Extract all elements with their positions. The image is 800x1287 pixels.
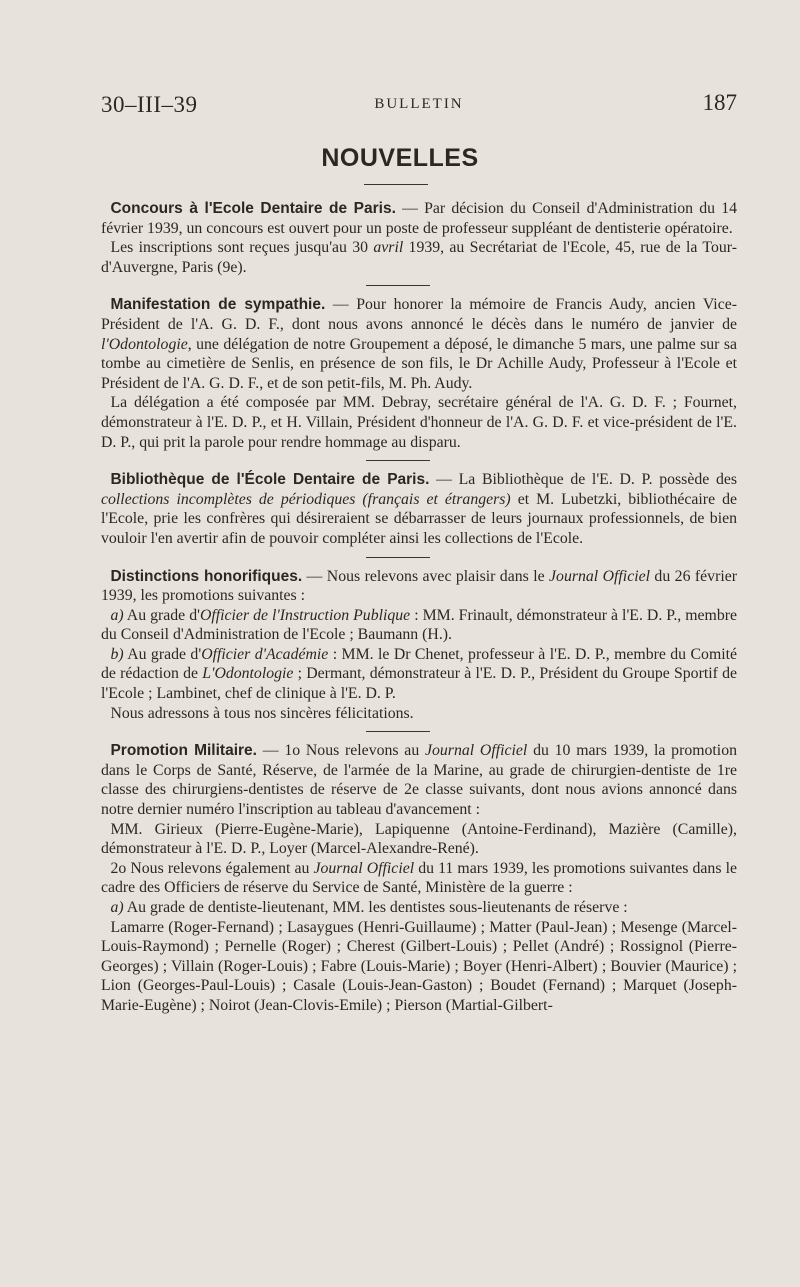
section-manifestation	[101, 295, 737, 452]
section-heading: Bibliothèque de l'École Dentaire de Paris.	[110, 471, 430, 489]
section-heading: Promotion Militaire.	[110, 742, 257, 760]
article-body	[101, 199, 737, 1016]
section-bibliotheque	[101, 470, 737, 548]
title-divider	[364, 184, 428, 185]
section-divider	[366, 285, 430, 286]
paragraph: Manifestation de sympathie. — Pour honorer la mémoire de Francis Audy, ancien Vice-Président de l'A. G. D. F., dont nous avons annoncé le décès dans le numéro de janvier de l'Odontologie, une délégation de notre Groupement a déposé, le dimanche 5 mars, une palme sur sa tombe au cimetière de Senlis, en présence de son fils, le Dr Achille Audy, Professeur à l'Ecole et Président de l'A. G. D. F., et de son petit-fils, M. Ph. Audy.	[101, 296, 737, 392]
section-divider	[366, 460, 430, 461]
paragraph: Promotion Militaire. — 1o Nous relevons au Journal Officiel du 10 mars 1939, la promotion dans le Corps de Santé, Réserve, de l'armée de la Marine, au grade de chirurgien-dentiste de 1re classe des chirurgiens-dentistes de réserve de 2e classe suivants, dont nous avions annoncé dans notre dernier numéro l'inscription au tableau d'avancement :	[101, 742, 737, 819]
paragraph: Bibliothèque de l'École Dentaire de Paris. — La Bibliothèque de l'E. D. P. possède des collections incomplètes de périodiques (français et étrangers) et M. Lubetzki, bibliothécaire de l'Ecole, prie les confrères qui désireraient se débarrasser de leurs journaux professionnels, de bien vouloir l'en avertir afin de pouvoir compléter ainsi les collections de l'Ecole.	[101, 471, 738, 547]
paragraph: Nous adressons à tous nos sincères félicitations.	[110, 704, 414, 722]
section-divider	[366, 731, 430, 732]
section-heading: Distinctions honorifiques.	[110, 567, 303, 585]
paragraph: a) Au grade de dentiste-lieutenant, MM. les dentistes sous-lieutenants de réserve :	[110, 899, 628, 916]
paragraph: Lamarre (Roger-Fernand) ; Lasaygues (Henri-Guillaume) ; Matter (Paul-Jean) ; Mesenge (Marcel-Louis-Raymond) ; Pernelle (Roger) ; Cherest (Gilbert-Louis) ; Pellet (André) ; Rossignol (Pierre-Georges) ; Villain (Roger-Louis) ; Fabre (Louis-Marie) ; Boyer (Henri-Albert) ; Bouvier (Maurice) ; Lion (Georges-Paul-Louis) ; Casale (Louis-Jean-Gaston) ; Boudet (Fernand) ; Marquet (Joseph-Marie-Eugène) ; Noirot (Jean-Clovis-Emile) ; Pierson (Martial-Gilbert-	[101, 918, 737, 1014]
paragraph: La délégation a été composée par MM. Debray, secrétaire général de l'A. G. D. F. ; Fournet, démonstrateur à l'E. D. P., et H. Villain, Président d'honneur de l'A. G. D. F. et vice-président de l'E. D. P., qui prit la parole pour rendre hommage au disparu.	[101, 394, 737, 451]
section-heading: Manifestation de sympathie.	[110, 296, 326, 314]
section-distinctions	[101, 567, 737, 724]
journal-section: BULLETIN	[374, 96, 464, 112]
page-title: NOUVELLES	[321, 144, 479, 172]
paragraph: b) Au grade d'Officier d'Académie : MM. le Dr Chenet, professeur à l'E. D. P., membre du Comité de rédaction de L'Odontologie ; Dermant, démonstrateur à l'E. D. P., Président du Groupe Sportif de l'Ecole ; Lambinet, chef de clinique à l'E. D. P.	[101, 645, 738, 703]
section-divider	[366, 557, 430, 558]
paragraph: a) Au grade d'Officier de l'Instruction Publique : MM. Frinault, démonstrateur à l'E. D. P., membre du Conseil d'Administration de l'Ecole ; Baumann (H.).	[101, 606, 737, 644]
section-concours	[101, 199, 737, 277]
issue-date: 30–III–39	[101, 92, 198, 117]
paragraph: 2o Nous relevons également au Journal Officiel du 11 mars 1939, les promotions suivantes dans le cadre des Officiers de réserve du Service de Santé, Ministère de la guerre :	[101, 859, 737, 897]
paragraph: Concours à l'Ecole Dentaire de Paris. — Par décision du Conseil d'Administration du 14 février 1939, un concours est ouvert pour un poste de professeur suppléant de dentisterie opératoire.	[101, 200, 737, 237]
page-number: 187	[702, 90, 737, 115]
section-heading: Concours à l'Ecole Dentaire de Paris.	[110, 200, 396, 217]
paragraph: Les inscriptions sont reçues jusqu'au 30 avril 1939, au Secrétariat de l'Ecole, 45, rue de la Tour-d'Auvergne, Paris (9e).	[101, 239, 737, 276]
paragraph: Distinctions honorifiques. — Nous relevons avec plaisir dans le Journal Officiel du 26 février 1939, les promotions suivantes :	[101, 567, 737, 605]
paragraph: MM. Girieux (Pierre-Eugène-Marie), Lapiquenne (Antoine-Ferdinand), Mazière (Camille), démonstrateur à l'E. D. P., Loyer (Marcel-Alexandre-René).	[101, 820, 737, 858]
running-head	[101, 88, 737, 122]
section-promotion-militaire	[101, 741, 737, 1015]
